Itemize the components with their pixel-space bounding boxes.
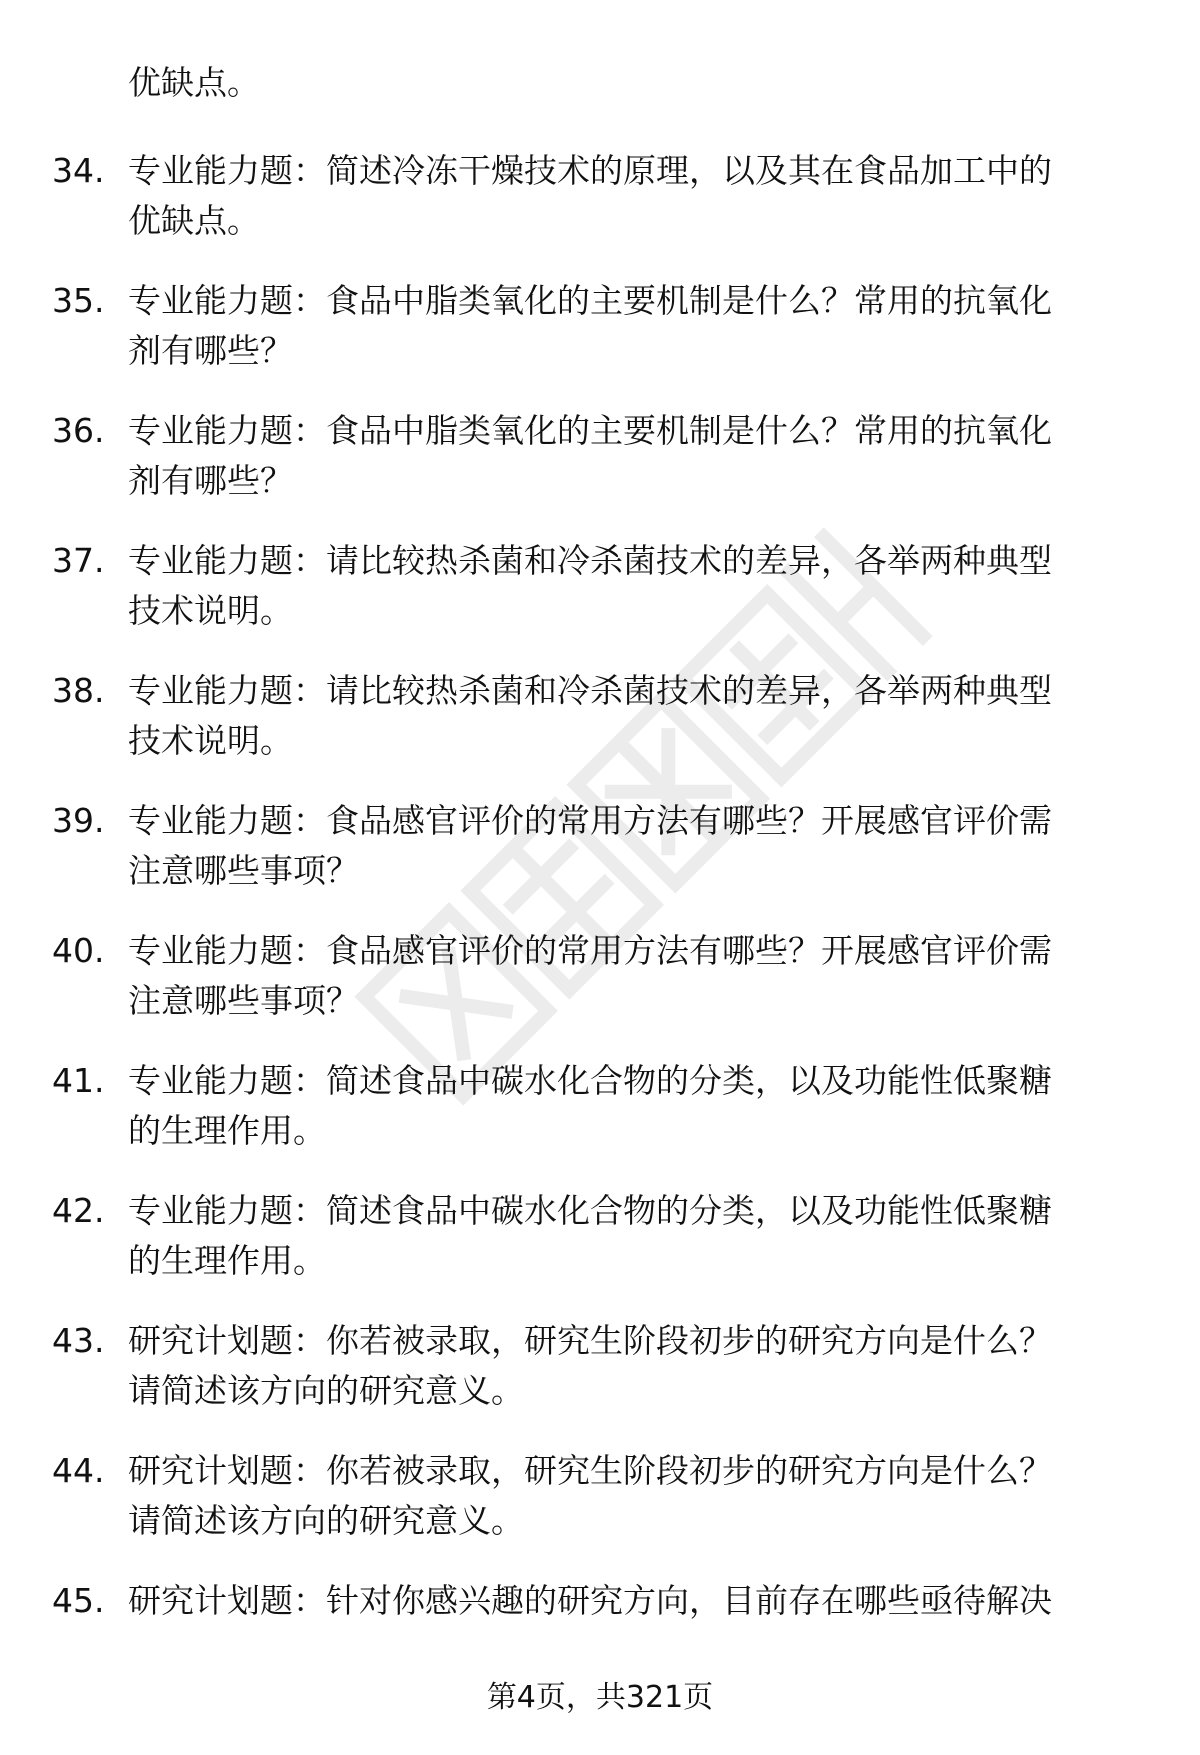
question-line: 技术说明。 (128, 721, 293, 760)
question-item (0, 406, 1200, 536)
continuation-text: 优缺点。 (128, 63, 260, 102)
question-line: 剂有哪些？ (128, 331, 293, 370)
question-text (128, 146, 1138, 246)
question-item (0, 796, 1200, 926)
question-line: 剂有哪些？ (128, 461, 293, 500)
question-line: 专业能力题：简述冷冻干燥技术的原理，以及其在食品加工中的 (128, 151, 1052, 190)
question-number: 37. (52, 541, 105, 580)
question-line: 技术说明。 (128, 591, 293, 630)
question-number: 41. (52, 1061, 105, 1100)
question-text (128, 1576, 1138, 1626)
question-text (128, 796, 1138, 896)
question-line: 请简述该方向的研究意义。 (128, 1501, 524, 1540)
question-number: 34. (52, 151, 105, 190)
question-line: 专业能力题：请比较热杀菌和冷杀菌技术的差异，各举两种典型 (128, 671, 1052, 710)
question-item (0, 146, 1200, 276)
question-number: 45. (52, 1581, 105, 1620)
question-text (128, 406, 1138, 506)
question-number: 40. (52, 931, 105, 970)
question-line: 的生理作用。 (128, 1241, 326, 1280)
question-line: 的生理作用。 (128, 1111, 326, 1150)
question-number: 43. (52, 1321, 105, 1360)
question-list (0, 146, 1200, 1706)
question-text (128, 276, 1138, 376)
question-number: 35. (52, 281, 105, 320)
question-text (128, 1186, 1138, 1286)
question-item (0, 276, 1200, 406)
question-line: 请简述该方向的研究意义。 (128, 1371, 524, 1410)
question-line: 专业能力题：简述食品中碳水化合物的分类，以及功能性低聚糖 (128, 1061, 1052, 1100)
question-number: 38. (52, 671, 105, 710)
question-item (0, 666, 1200, 796)
question-number: 42. (52, 1191, 105, 1230)
question-text (128, 1446, 1138, 1546)
question-item (0, 1186, 1200, 1316)
question-item (0, 926, 1200, 1056)
question-text (128, 1056, 1138, 1156)
question-line: 研究计划题：你若被录取，研究生阶段初步的研究方向是什么？ (128, 1321, 1052, 1360)
question-line: 专业能力题：食品中脂类氧化的主要机制是什么？常用的抗氧化 (128, 281, 1052, 320)
question-text (128, 1316, 1138, 1416)
question-line: 注意哪些事项？ (128, 851, 359, 890)
question-line: 优缺点。 (128, 201, 260, 240)
question-line: 专业能力题：简述食品中碳水化合物的分类，以及功能性低聚糖 (128, 1191, 1052, 1230)
question-line: 注意哪些事项？ (128, 981, 359, 1020)
question-text (128, 926, 1138, 1026)
question-number: 36. (52, 411, 105, 450)
question-line: 研究计划题：你若被录取，研究生阶段初步的研究方向是什么？ (128, 1451, 1052, 1490)
question-line: 专业能力题：食品感官评价的常用方法有哪些？开展感官评价需 (128, 801, 1052, 840)
question-number: 44. (52, 1451, 105, 1490)
question-text (128, 666, 1138, 766)
question-line: 专业能力题：食品感官评价的常用方法有哪些？开展感官评价需 (128, 931, 1052, 970)
question-item (0, 1446, 1200, 1576)
question-text (128, 536, 1138, 636)
question-item (0, 1056, 1200, 1186)
question-item (0, 536, 1200, 666)
question-line: 专业能力题：请比较热杀菌和冷杀菌技术的差异，各举两种典型 (128, 541, 1052, 580)
question-item (0, 1316, 1200, 1446)
page-footer: 第4页，共321页 (486, 1680, 714, 1715)
question-line: 专业能力题：食品中脂类氧化的主要机制是什么？常用的抗氧化 (128, 411, 1052, 450)
question-number: 39. (52, 801, 105, 840)
question-line: 研究计划题：针对你感兴趣的研究方向，目前存在哪些亟待解决 (128, 1581, 1052, 1620)
